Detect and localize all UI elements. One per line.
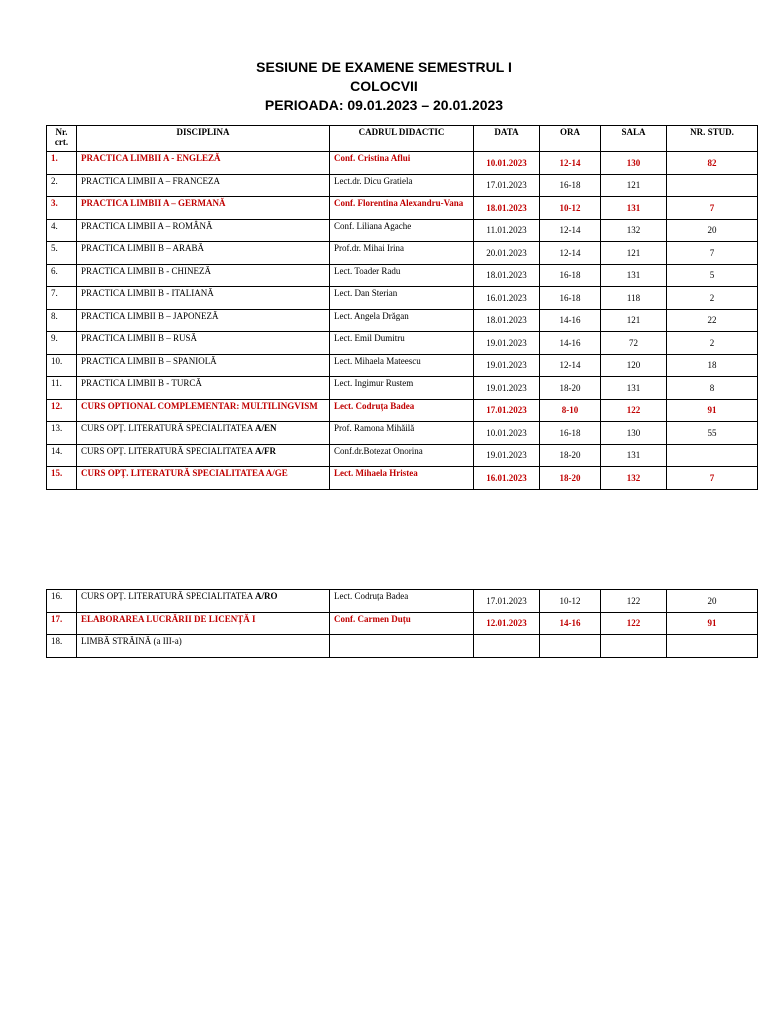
table-row <box>47 287 758 310</box>
table-row <box>47 399 758 422</box>
table-header-row <box>47 126 758 152</box>
cell-nr-text: 5. <box>51 243 58 253</box>
cell-disciplina <box>77 197 330 220</box>
cell-disciplina <box>77 174 330 197</box>
cell-disciplina-specialization: A/EN <box>255 423 277 433</box>
cell-nr-text: 18. <box>51 636 63 646</box>
cell-cadru-didactic <box>330 287 474 310</box>
cell-nr <box>47 152 77 175</box>
cell-data <box>474 422 540 445</box>
cell-data-text: 10.01.2023 <box>486 157 527 168</box>
cell-ora-text: 16-18 <box>559 427 581 438</box>
cell-disciplina-text: CURS OPȚ. LITERATURĂ SPECIALITATEA A/GE <box>81 468 288 478</box>
cell-sala-text: 122 <box>626 618 641 629</box>
cell-cadru-didactic <box>330 590 474 613</box>
cell-sala <box>601 264 667 287</box>
cell-data <box>474 467 540 490</box>
cell-disciplina <box>77 332 330 355</box>
cell-cadru-didactic <box>330 444 474 467</box>
cell-nr-text: 11. <box>51 378 62 388</box>
cell-data <box>474 309 540 332</box>
cell-sala <box>601 612 667 635</box>
cell-nr-stud <box>667 309 758 332</box>
cell-nr <box>47 174 77 197</box>
cell-cadru-didactic <box>330 309 474 332</box>
cell-nr-stud-text: 91 <box>707 405 717 416</box>
cell-nr-stud <box>667 332 758 355</box>
cell-ora-text: 14-16 <box>559 618 581 629</box>
cell-nr-stud <box>667 590 758 613</box>
cell-nr <box>47 377 77 400</box>
title-line-3: PERIOADA: 09.01.2023 – 20.01.2023 <box>264 97 504 113</box>
cell-nr <box>47 422 77 445</box>
cell-disciplina-text: CURS OPȚ. LITERATURĂ SPECIALITATEA <box>81 591 253 601</box>
title-line-2: COLOCVII <box>350 78 418 94</box>
cell-disciplina-text: PRACTICA LIMBII B – ARABĂ <box>81 243 205 253</box>
cell-ora <box>540 152 601 175</box>
cell-sala <box>601 309 667 332</box>
cell-ora <box>540 354 601 377</box>
cell-sala-text: 121 <box>626 315 641 326</box>
cell-cadru-didactic-text: Lect. Angela Drăgan <box>334 310 409 321</box>
cell-ora-text: 18-20 <box>559 472 581 483</box>
cell-ora <box>540 612 601 635</box>
cell-data-text: 16.01.2023 <box>486 472 527 483</box>
cell-data <box>474 264 540 287</box>
cell-data-text: 10.01.2023 <box>486 427 527 438</box>
cell-disciplina-text: CURS OPTIONAL COMPLEMENTAR: MULTILINGVISM <box>81 400 318 411</box>
cell-cadru-didactic <box>330 467 474 490</box>
cell-data-text: 17.01.2023 <box>486 595 527 606</box>
cell-cadru-didactic-text: Lect. Dan Sterian <box>334 288 398 298</box>
cell-cadru-didactic-text: Lect. Toader Radu <box>334 265 401 276</box>
cell-disciplina-text: PRACTICA LIMBII B – SPANIOLĂ <box>81 355 217 366</box>
cell-nr <box>47 467 77 490</box>
cell-data <box>474 399 540 422</box>
cell-disciplina <box>77 467 330 490</box>
cell-ora-text: 12-14 <box>559 157 581 168</box>
table-row <box>47 219 758 242</box>
cell-ora <box>540 197 601 220</box>
cell-data-text: 20.01.2023 <box>486 247 527 258</box>
cell-disciplina-text: PRACTICA LIMBII A - ENGLEZĂ <box>81 153 221 163</box>
cell-sala-text: 132 <box>626 472 641 483</box>
cell-disciplina-text: CURS OPȚ. LITERATURĂ SPECIALITATEA <box>81 423 253 433</box>
cell-nr-stud-text: 5 <box>709 270 715 281</box>
cell-nr-stud-text: 7 <box>709 472 715 483</box>
cell-nr-stud <box>667 354 758 377</box>
cell-sala <box>601 219 667 242</box>
cell-ora-text: 10-12 <box>559 202 581 213</box>
cell-cadru-didactic-text: Lect. Codruța Badea <box>334 400 415 411</box>
cell-nr-stud <box>667 174 758 197</box>
table-row <box>47 354 758 377</box>
cell-sala-text: 130 <box>626 157 641 168</box>
cell-ora <box>540 309 601 332</box>
cell-sala-text: 130 <box>626 427 641 438</box>
cell-nr-text: 7. <box>51 288 58 298</box>
cell-nr-stud-text: 20 <box>707 225 717 236</box>
cell-nr <box>47 635 77 658</box>
cell-ora-text: 8-10 <box>561 405 579 416</box>
cell-disciplina <box>77 377 330 400</box>
cell-sala-text: 122 <box>626 405 641 416</box>
cell-nr <box>47 590 77 613</box>
cell-nr-text: 12. <box>51 400 63 411</box>
cell-nr <box>47 219 77 242</box>
cell-sala <box>601 332 667 355</box>
cell-sala <box>601 152 667 175</box>
cell-cadru-didactic-text: Prof. Ramona Mihăilă <box>334 423 415 433</box>
cell-disciplina-text: PRACTICA LIMBII B - CHINEZĂ <box>81 265 211 276</box>
cell-nr-text: 6. <box>51 265 58 276</box>
cell-ora <box>540 219 601 242</box>
cell-sala <box>601 377 667 400</box>
cell-cadru-didactic <box>330 612 474 635</box>
cell-nr <box>47 197 77 220</box>
cell-ora <box>540 467 601 490</box>
cell-data-text: 19.01.2023 <box>486 382 527 393</box>
cell-cadru-didactic <box>330 399 474 422</box>
cell-cadru-didactic-text: Lect. Emil Dumitru <box>334 333 405 343</box>
cell-sala-text: 132 <box>626 225 641 236</box>
cell-sala <box>601 590 667 613</box>
cell-disciplina <box>77 444 330 467</box>
cell-nr-stud-text: 91 <box>707 618 717 629</box>
cell-data-text: 12.01.2023 <box>486 618 527 629</box>
table-row <box>47 377 758 400</box>
header-ora: ORA <box>540 126 601 152</box>
cell-data <box>474 377 540 400</box>
exam-table <box>46 125 758 490</box>
cell-nr <box>47 264 77 287</box>
header-data: DATA <box>474 126 540 152</box>
cell-disciplina <box>77 219 330 242</box>
cell-sala <box>601 242 667 265</box>
cell-nr-text: 8. <box>51 310 58 321</box>
cell-data <box>474 354 540 377</box>
table-row <box>47 590 758 613</box>
cell-nr-text: 15. <box>51 468 63 478</box>
cell-nr <box>47 612 77 635</box>
cell-sala-text: 131 <box>626 382 641 393</box>
cell-data-text: 17.01.2023 <box>486 180 527 191</box>
title-line-1: SESIUNE DE EXAMENE SEMESTRUL I <box>256 59 512 75</box>
header-nr-stud: NR. STUD. <box>667 126 758 152</box>
cell-nr-stud-text: 22 <box>707 315 717 326</box>
cell-nr-stud <box>667 152 758 175</box>
cell-sala <box>601 287 667 310</box>
cell-nr-text: 16. <box>51 591 63 601</box>
cell-data-text: 17.01.2023 <box>486 405 527 416</box>
cell-sala-text: 131 <box>626 450 641 461</box>
cell-data <box>474 612 540 635</box>
cell-nr <box>47 309 77 332</box>
cell-disciplina-text: CURS OPȚ. LITERATURĂ SPECIALITATEA <box>81 445 253 456</box>
exam-table-continued <box>46 589 758 658</box>
cell-disciplina <box>77 422 330 445</box>
cell-cadru-didactic <box>330 332 474 355</box>
cell-sala-text: 72 <box>629 337 638 348</box>
cell-ora-text: 18-20 <box>559 450 581 461</box>
table-row <box>47 444 758 467</box>
cell-sala <box>601 467 667 490</box>
cell-cadru-didactic-text: Conf. Cristina Aflui <box>334 153 411 163</box>
cell-disciplina <box>77 152 330 175</box>
cell-nr-text: 13. <box>51 423 63 433</box>
cell-nr-stud <box>667 197 758 220</box>
cell-ora <box>540 635 601 658</box>
cell-data <box>474 332 540 355</box>
cell-ora <box>540 287 601 310</box>
cell-ora <box>540 399 601 422</box>
cell-cadru-didactic-text: Lect. Codruța Badea <box>334 591 409 601</box>
document-title <box>0 58 768 115</box>
cell-disciplina-specialization: A/FR <box>255 445 277 456</box>
cell-nr-stud-text: 8 <box>709 382 715 393</box>
cell-sala <box>601 444 667 467</box>
cell-nr-stud <box>667 287 758 310</box>
cell-nr <box>47 444 77 467</box>
cell-cadru-didactic-text: Conf.dr.Botezat Onorina <box>334 445 423 456</box>
header-disciplina: DISCIPLINA <box>77 126 330 152</box>
cell-nr-text: 10. <box>51 355 63 366</box>
cell-sala <box>601 354 667 377</box>
cell-disciplina <box>77 354 330 377</box>
table-row <box>47 467 758 490</box>
cell-data <box>474 242 540 265</box>
cell-nr-stud <box>667 467 758 490</box>
cell-cadru-didactic <box>330 242 474 265</box>
cell-nr <box>47 287 77 310</box>
cell-ora-text: 14-16 <box>559 315 581 326</box>
cell-nr-stud-text: 18 <box>707 360 717 371</box>
cell-cadru-didactic <box>330 635 474 658</box>
cell-data-text: 19.01.2023 <box>486 450 527 461</box>
cell-cadru-didactic-text: Lect. Mihaela Hristea <box>334 468 418 478</box>
cell-disciplina-text: PRACTICA LIMBII A – FRANCEZA <box>81 175 221 186</box>
cell-cadru-didactic-text: Lect. Mihaela Mateescu <box>334 355 421 366</box>
cell-ora-text: 12-14 <box>559 225 581 236</box>
cell-disciplina-specialization: A/RO <box>255 591 278 601</box>
cell-cadru-didactic <box>330 197 474 220</box>
cell-ora <box>540 332 601 355</box>
cell-nr-stud <box>667 612 758 635</box>
cell-ora <box>540 242 601 265</box>
cell-disciplina <box>77 264 330 287</box>
cell-cadru-didactic-text: Lect.dr. Dicu Gratiela <box>334 175 413 186</box>
cell-cadru-didactic-text: Conf. Liliana Agache <box>334 220 412 231</box>
cell-disciplina-text: ELABORAREA LUCRĂRII DE LICENȚĂ I <box>81 613 256 624</box>
cell-cadru-didactic-text: Conf. Carmen Duțu <box>334 613 411 624</box>
cell-disciplina-text: PRACTICA LIMBII B – JAPONEZĂ <box>81 310 219 321</box>
table-row <box>47 612 758 635</box>
cell-nr-stud-text: 2 <box>709 292 715 303</box>
cell-disciplina <box>77 612 330 635</box>
cell-disciplina <box>77 590 330 613</box>
cell-cadru-didactic <box>330 422 474 445</box>
cell-ora <box>540 422 601 445</box>
cell-ora-text: 16-18 <box>559 270 581 281</box>
table-row <box>47 242 758 265</box>
cell-ora-text: 12-14 <box>559 247 581 258</box>
cell-sala <box>601 422 667 445</box>
cell-data-text: 19.01.2023 <box>486 337 527 348</box>
cell-data <box>474 635 540 658</box>
cell-sala <box>601 635 667 658</box>
cell-nr-stud <box>667 422 758 445</box>
cell-sala-text: 131 <box>626 270 641 281</box>
cell-disciplina <box>77 242 330 265</box>
cell-nr-stud-text: 7 <box>709 202 715 213</box>
cell-data <box>474 287 540 310</box>
cell-ora-text: 16-18 <box>559 292 581 303</box>
cell-ora <box>540 377 601 400</box>
cell-nr-stud <box>667 219 758 242</box>
cell-data-text: 19.01.2023 <box>486 360 527 371</box>
cell-data-text: 18.01.2023 <box>486 315 527 326</box>
cell-sala-text: 118 <box>626 292 641 303</box>
cell-nr-text: 4. <box>51 220 58 231</box>
header-nr: Nr. crt. <box>47 126 77 152</box>
cell-nr <box>47 354 77 377</box>
cell-data-text: 16.01.2023 <box>486 292 527 303</box>
cell-disciplina-text: PRACTICA LIMBII A – ROMÂNĂ <box>81 220 213 231</box>
cell-nr-text: 9. <box>51 333 58 343</box>
cell-cadru-didactic <box>330 377 474 400</box>
header-sala: SALA <box>601 126 667 152</box>
cell-cadru-didactic-text: Prof.dr. Mihai Irina <box>334 243 404 253</box>
cell-data-text: 11.01.2023 <box>486 225 527 236</box>
cell-sala <box>601 174 667 197</box>
table-row <box>47 332 758 355</box>
cell-sala-text: 121 <box>626 247 641 258</box>
cell-data <box>474 197 540 220</box>
cell-nr-stud <box>667 635 758 658</box>
table-row <box>47 152 758 175</box>
cell-disciplina <box>77 287 330 310</box>
cell-nr <box>47 332 77 355</box>
table-row <box>47 264 758 287</box>
cell-cadru-didactic-text: Conf. Florentina Alexandru-Vana <box>334 198 464 208</box>
cell-ora <box>540 174 601 197</box>
table-row <box>47 197 758 220</box>
cell-cadru-didactic <box>330 354 474 377</box>
cell-sala-text: 120 <box>626 360 641 371</box>
cell-sala-text: 121 <box>626 180 641 191</box>
cell-nr-stud-text: 20 <box>707 595 717 606</box>
cell-nr-text: 2. <box>51 175 58 186</box>
cell-sala <box>601 197 667 220</box>
cell-disciplina-text: PRACTICA LIMBII A – GERMANĂ <box>81 198 226 208</box>
cell-disciplina <box>77 399 330 422</box>
cell-nr-stud <box>667 444 758 467</box>
cell-ora <box>540 590 601 613</box>
cell-nr-stud-text: 7 <box>709 247 715 258</box>
cell-nr-stud <box>667 399 758 422</box>
table-row <box>47 174 758 197</box>
cell-nr <box>47 242 77 265</box>
cell-disciplina-text: PRACTICA LIMBII B - ITALIANĂ <box>81 288 214 298</box>
cell-nr-stud <box>667 242 758 265</box>
cell-disciplina <box>77 309 330 332</box>
cell-cadru-didactic <box>330 152 474 175</box>
cell-nr-text: 17. <box>51 613 63 624</box>
cell-nr <box>47 399 77 422</box>
cell-cadru-didactic <box>330 264 474 287</box>
cell-nr-stud <box>667 377 758 400</box>
cell-data <box>474 219 540 242</box>
cell-cadru-didactic <box>330 174 474 197</box>
cell-sala-text: 131 <box>626 202 641 213</box>
table-row <box>47 635 758 658</box>
cell-cadru-didactic-text: Lect. Ingimur Rustem <box>334 378 414 388</box>
cell-data <box>474 444 540 467</box>
cell-disciplina-text: LIMBĂ STRĂINĂ (a III-a) <box>81 636 182 646</box>
cell-ora-text: 10-12 <box>559 595 581 606</box>
cell-disciplina-text: PRACTICA LIMBII B – RUSĂ <box>81 333 198 343</box>
cell-data-text: 18.01.2023 <box>486 202 527 213</box>
cell-ora-text: 14-16 <box>559 337 581 348</box>
cell-data <box>474 590 540 613</box>
cell-nr-stud <box>667 264 758 287</box>
cell-data-text: 18.01.2023 <box>486 270 527 281</box>
cell-ora-text: 16-18 <box>559 180 581 191</box>
cell-nr-text: 1. <box>51 153 58 163</box>
table-row <box>47 309 758 332</box>
cell-cadru-didactic <box>330 219 474 242</box>
cell-ora <box>540 444 601 467</box>
table-row <box>47 422 758 445</box>
cell-ora <box>540 264 601 287</box>
cell-data <box>474 152 540 175</box>
cell-sala <box>601 399 667 422</box>
cell-disciplina <box>77 635 330 658</box>
cell-disciplina-text: PRACTICA LIMBII B - TURCĂ <box>81 378 202 388</box>
cell-ora-text: 18-20 <box>559 382 581 393</box>
cell-nr-stud-text: 55 <box>707 427 717 438</box>
cell-sala-text: 122 <box>626 595 641 606</box>
cell-nr-stud-text: 2 <box>709 337 715 348</box>
header-cadrul: CADRUL DIDACTIC <box>330 126 474 152</box>
cell-data <box>474 174 540 197</box>
cell-nr-text: 3. <box>51 198 58 208</box>
cell-ora-text: 12-14 <box>559 360 581 371</box>
cell-nr-text: 14. <box>51 445 63 456</box>
cell-nr-stud-text: 82 <box>707 157 717 168</box>
